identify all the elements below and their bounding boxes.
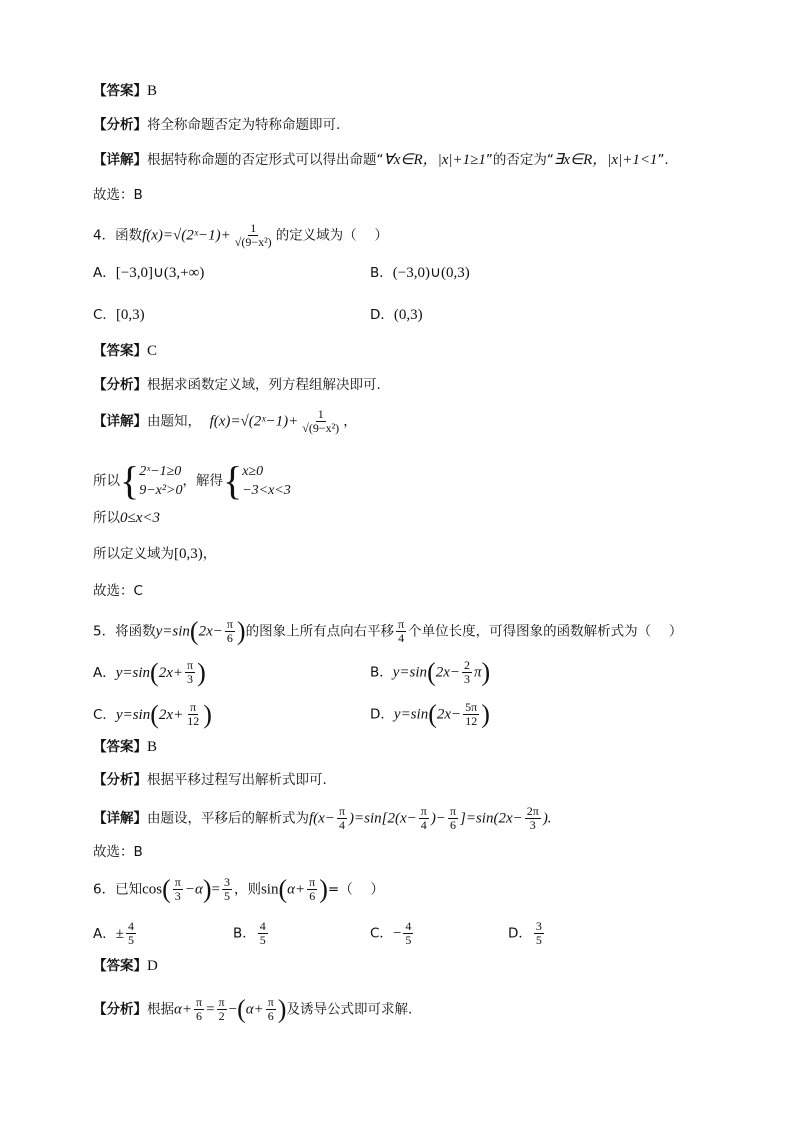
brace: {	[223, 458, 243, 503]
formula: ∀x∈R，|x|+1≥1	[383, 152, 486, 168]
answer-value: B	[147, 83, 158, 99]
denominator: 5	[405, 933, 412, 947]
option-b	[370, 264, 470, 282]
numerator: π	[449, 804, 456, 818]
paren: )	[481, 699, 490, 729]
answer-line-q6	[93, 957, 158, 975]
formula: y=sin	[155, 623, 190, 640]
answer-tag: 【答案】	[93, 83, 147, 99]
numerator: 3	[535, 919, 542, 933]
option-label: A．	[93, 925, 116, 942]
numerator: 2π	[526, 804, 539, 818]
option-row-q5-ab	[93, 657, 491, 687]
analysis-text: 将全称命题否定为特称命题即可.	[147, 117, 341, 133]
denominator: 12	[465, 714, 478, 728]
denominator: √(9−x²)	[234, 235, 272, 249]
option-label: B．	[233, 925, 256, 942]
fraction	[217, 996, 227, 1023]
paren: (	[162, 874, 171, 904]
numerator: π	[190, 700, 197, 714]
result-line-q4a	[93, 509, 160, 527]
formula: ∃x∈R，|x|+1<1	[553, 152, 658, 168]
answer-line-q3	[93, 82, 157, 100]
denominator: 5	[535, 933, 542, 947]
option-value: (−3,0)∪(0,3)	[392, 265, 470, 281]
denominator: 6	[267, 1009, 274, 1023]
option-label: A．	[93, 664, 116, 681]
paren: (	[237, 994, 246, 1024]
detail-text: 由题知，	[147, 413, 201, 430]
solution-system	[242, 462, 291, 500]
formula: y=sin	[392, 664, 428, 681]
formula: 2x−	[436, 706, 462, 723]
numerator: 2	[464, 658, 471, 672]
detail-text: ”.	[657, 152, 669, 168]
fraction	[463, 701, 479, 728]
result-line-q4b	[93, 545, 216, 563]
question-text: 的图象上所有点向右平移	[245, 623, 395, 640]
question-text: 5．将函数	[93, 623, 156, 640]
numerator: π	[218, 995, 225, 1009]
numerator: π	[309, 875, 316, 889]
paren: )	[319, 874, 328, 904]
numerator: 4	[405, 919, 412, 933]
paren: (	[428, 699, 437, 729]
detail-text: 所以	[93, 473, 120, 489]
formula: −α	[184, 881, 203, 898]
detail-text: 根据特称命题的否定形式可以得出命题“	[147, 152, 384, 168]
formula: )=sin[2(x−	[349, 810, 417, 827]
numerator: 3	[223, 875, 230, 889]
formula: y=sin	[393, 706, 429, 723]
formula: )−	[430, 810, 446, 827]
option-c	[93, 306, 423, 324]
option-c	[93, 699, 212, 729]
answer-value: B	[147, 739, 158, 755]
question-text: 6．已知	[93, 881, 143, 898]
answer-tag: 【答案】	[93, 739, 147, 755]
formula: 2x+	[158, 706, 184, 723]
detail-line-q3	[93, 151, 669, 169]
answer-value: C	[147, 343, 158, 359]
paren: )	[277, 994, 287, 1024]
formula: π	[474, 664, 482, 681]
formula: =	[211, 881, 220, 898]
answer-line-q4	[93, 342, 157, 360]
analysis-text: 及诱导公式即可求解.	[286, 1001, 413, 1018]
analysis-line-q4	[93, 376, 381, 394]
option-row-q6	[93, 919, 542, 947]
paren: )	[481, 657, 491, 687]
equation-row: −3<x<3	[242, 483, 291, 498]
formula: f(x−	[309, 810, 335, 827]
formula: α+	[245, 1001, 264, 1018]
fraction	[185, 701, 201, 728]
denominator: 6	[309, 889, 316, 903]
denominator: 3	[464, 672, 471, 686]
detail-text: ”的否定为“	[485, 152, 554, 168]
detail-tag: 【详解】	[93, 413, 147, 430]
option-label: A．	[93, 265, 116, 281]
option-value: [−3,0]∪(3,+∞)	[115, 265, 205, 281]
denominator: 2	[218, 1009, 225, 1023]
analysis-line-q5	[93, 771, 327, 789]
formula: y=sin	[115, 706, 151, 723]
formula: 0≤x<3	[120, 510, 161, 526]
analysis-tag: 【分析】	[93, 377, 147, 393]
question-text: 的定义域为（ ）	[275, 227, 388, 244]
option-value: [0,3)	[115, 307, 145, 323]
option-value: (0,3)	[393, 307, 423, 323]
denominator: 3	[187, 672, 194, 686]
numerator: π	[338, 804, 346, 818]
fraction	[173, 876, 183, 903]
formula: f(x)=√(2ˣ−1)+	[209, 413, 299, 430]
paren: )	[236, 616, 246, 646]
analysis-tag: 【分析】	[93, 1001, 147, 1018]
option-label: C．	[93, 307, 116, 323]
fraction	[525, 805, 541, 832]
question-text: 个单位长度，可得图象的函数解析式为（ ）	[408, 623, 683, 640]
denominator: 6	[226, 631, 233, 645]
numerator: π	[196, 995, 203, 1009]
detail-text: 由题设，平移后的解析式为	[147, 810, 309, 827]
option-label: B．	[370, 664, 393, 681]
analysis-text: 根据平移过程写出解析式即可.	[147, 772, 327, 788]
detail-tag: 【详解】	[93, 152, 147, 168]
formula: ±	[115, 925, 124, 942]
question-6	[93, 876, 384, 903]
formula: α+	[287, 881, 306, 898]
system-line-q4	[93, 458, 291, 503]
question-4	[93, 222, 388, 249]
detail-text: 所以定义域为	[93, 546, 174, 562]
answer-line-q5	[93, 738, 157, 756]
formula: 2x−	[198, 623, 223, 640]
paren: )	[203, 699, 212, 729]
fraction	[462, 659, 472, 686]
formula: −	[392, 925, 402, 942]
option-label: C．	[370, 925, 393, 942]
fraction	[194, 996, 204, 1023]
selection-line-q5: 故选：B	[93, 844, 143, 860]
analysis-tag: 【分析】	[93, 772, 147, 788]
formula: [0,3)	[174, 546, 203, 562]
option-c	[370, 920, 415, 947]
fraction	[185, 659, 195, 686]
option-a	[93, 264, 470, 282]
answer-tag: 【答案】	[93, 343, 147, 359]
formula: ).	[542, 810, 552, 827]
equation-row: 2ˣ−1≥0	[139, 464, 182, 479]
fraction	[403, 920, 413, 947]
fraction	[307, 876, 317, 903]
detail-text: 所以	[93, 510, 120, 526]
denominator: 5	[259, 933, 266, 947]
denominator: √(9−x²)	[302, 421, 340, 435]
option-label: C．	[93, 706, 116, 723]
fraction	[258, 920, 268, 947]
formula: ]=sin(2x−	[460, 810, 523, 827]
fraction	[337, 805, 347, 832]
detail-line-q5	[93, 805, 552, 832]
paren: (	[278, 874, 288, 904]
analysis-tag: 【分析】	[93, 117, 147, 133]
paren: )	[202, 874, 212, 904]
answer-tag: 【答案】	[93, 958, 147, 974]
numerator: 1	[250, 221, 257, 235]
fraction	[225, 618, 235, 645]
formula: =	[206, 1001, 215, 1018]
formula: cos	[142, 881, 163, 898]
formula: 2x−	[435, 664, 461, 681]
denominator: 5	[127, 933, 134, 947]
fraction	[300, 408, 341, 435]
answer-value: D	[147, 958, 158, 974]
fraction	[419, 805, 429, 832]
numerator: π	[174, 875, 181, 889]
detail-text: ，解得	[182, 473, 224, 489]
numerator: π	[398, 617, 405, 631]
option-a	[93, 657, 206, 687]
option-label: D．	[370, 307, 394, 323]
denominator: 6	[196, 1009, 203, 1023]
analysis-line-q3	[93, 116, 340, 134]
selection-line-q3: 故选：B	[93, 187, 143, 203]
detail-line-q4	[93, 408, 357, 435]
formula: α+	[174, 1001, 192, 1018]
fraction	[448, 805, 458, 832]
fraction	[233, 222, 274, 249]
equation-row: 9−x²>0	[139, 483, 183, 498]
option-label: B．	[370, 265, 393, 281]
formula: −	[228, 1001, 238, 1018]
numerator: π	[187, 658, 194, 672]
detail-tag: 【详解】	[93, 810, 147, 827]
option-d	[370, 701, 490, 728]
numerator: 1	[317, 407, 324, 421]
fraction	[266, 996, 276, 1023]
paren: (	[189, 616, 199, 646]
equation-row: x≥0	[242, 464, 264, 479]
option-b	[370, 659, 490, 686]
denominator: 4	[420, 818, 427, 832]
denominator: 6	[449, 818, 456, 832]
fraction	[396, 618, 406, 645]
paren: (	[427, 657, 436, 687]
numerator: π	[267, 995, 274, 1009]
formula: sin	[260, 881, 279, 898]
denominator: 4	[398, 631, 405, 645]
numerator: 5π	[465, 700, 478, 714]
question-text: 4．函数	[93, 227, 143, 244]
numerator: 4	[127, 919, 134, 933]
selection-line-q4: 故选：C	[93, 583, 143, 599]
detail-text: ，	[343, 413, 357, 430]
option-label: D．	[370, 706, 394, 723]
equation-system	[139, 462, 182, 500]
numerator: 4	[259, 919, 266, 933]
question-5	[93, 618, 682, 645]
question-text: ，则	[233, 881, 261, 898]
denominator: 4	[338, 818, 345, 832]
paren: )	[197, 657, 206, 687]
analysis-line-q6	[93, 996, 412, 1023]
denominator: 5	[223, 889, 230, 903]
denominator: 3	[529, 818, 536, 832]
analysis-text: 根据求函数定义域，列方程组解决即可.	[147, 377, 381, 393]
detail-text: ，	[202, 546, 217, 562]
option-d	[508, 920, 546, 947]
fraction	[222, 876, 232, 903]
option-label: D．	[508, 925, 532, 942]
option-b	[233, 920, 270, 947]
question-text: =（ ）	[327, 881, 384, 898]
denominator: 12	[187, 714, 200, 728]
numerator: π	[420, 804, 427, 818]
formula: y=sin	[115, 664, 151, 681]
paren: (	[150, 657, 159, 687]
brace: {	[120, 458, 140, 503]
numerator: π	[226, 617, 233, 631]
fraction	[126, 920, 136, 947]
denominator: 3	[174, 889, 181, 903]
formula: 2x+	[158, 664, 183, 681]
option-a	[93, 919, 138, 947]
fraction	[534, 920, 544, 947]
paren: (	[150, 699, 159, 729]
analysis-text: 根据	[147, 1001, 174, 1018]
option-d	[370, 306, 423, 324]
formula: f(x)=√(2ˣ−1)+	[142, 227, 231, 244]
